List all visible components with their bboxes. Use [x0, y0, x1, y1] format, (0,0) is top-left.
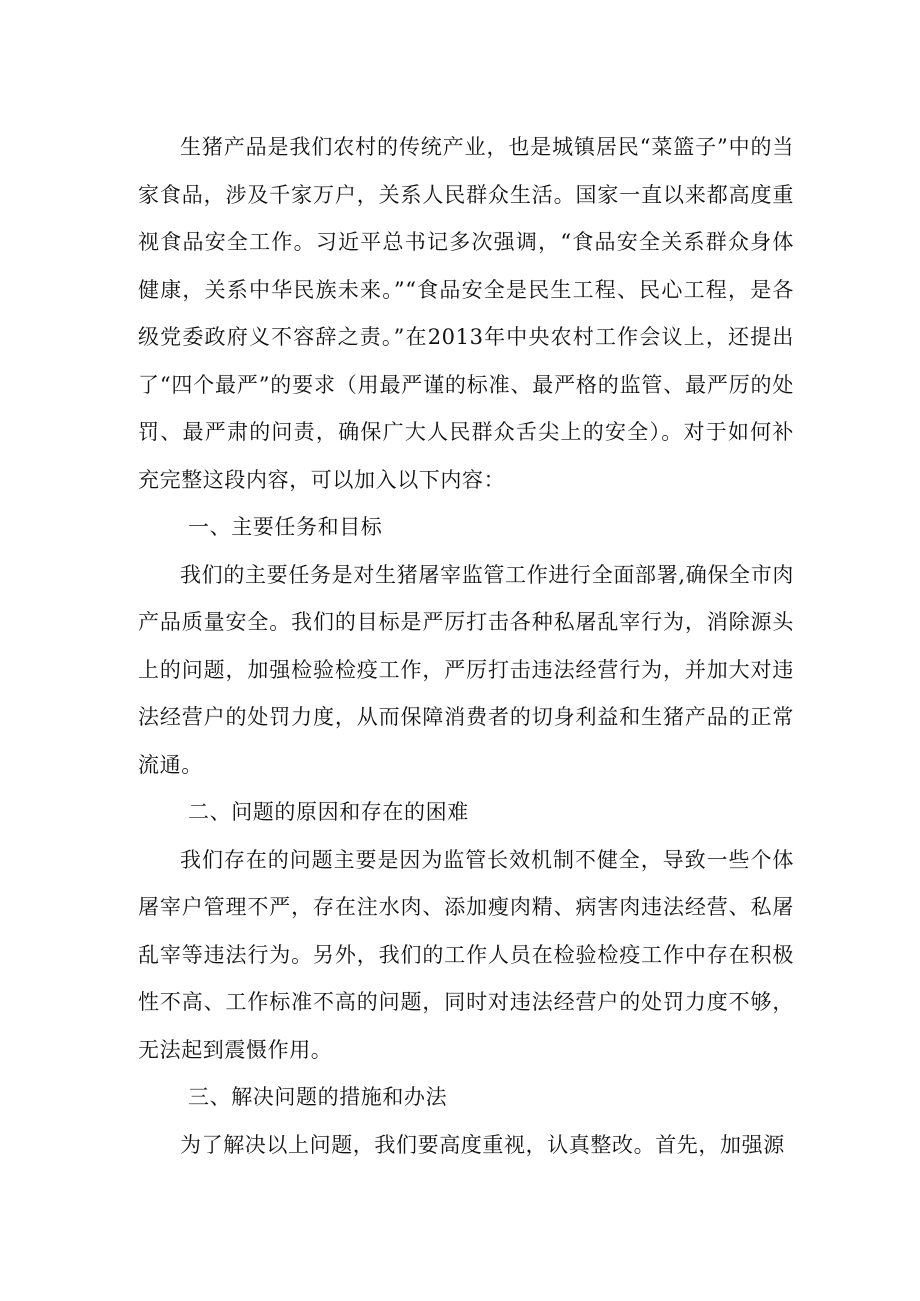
section-3-heading: 三、解决问题的措施和办法: [188, 1085, 448, 1109]
section-1-heading: 一、主要任务和目标: [188, 515, 383, 539]
section-2-heading: 二、问题的原因和存在的困难: [188, 800, 469, 824]
section-3-paragraph: 为了解决以上问题，我们要高度重视，认真整改。首先，加强源: [180, 1132, 785, 1157]
document-page: [138, 124, 794, 1169]
section-1-paragraph: 我们的主要任务是对生猪屠宰监管工作进行全面部署,确保全市肉产品质量安全。我们的目标是严厉打击各种私屠乱宰行为，消除源头上的问题，加强检验检疫工作，严厉打击违法经营行为，并加大对违法经营户的处罚力度，从而保障消费者的切身利益和生猪产品的正常流通。: [138, 562, 794, 777]
section-2-paragraph: 我们存在的问题主要是因为监管长效机制不健全，导致一些个体屠宰户管理不严，存在注水肉、添加瘦肉精、病害肉违法经营、私屠乱宰等违法行为。另外，我们的工作人员在检验检疫工作中存在积极性不高、工作标准不高的问题，同时对违法经营户的处罚力度不够，无法起到震慑作用。: [138, 847, 794, 1062]
intro-paragraph: 生猪产品是我们农村的传统产业，也是城镇居民“菜篮子”中的当家食品，涉及千家万户，关系人民群众生活。国家一直以来都高度重视食品安全工作。习近平总书记多次强调，“食品安全关系群众身体健康，关系中华民族未来。”“食品安全是民生工程、民心工程，是各级党委政府义不容辞之责。”在2013年中央农村工作会议上，还提出了“四个最严”的要求（用最严谨的标准、最严格的监管、最严厉的处罚、最严肃的问责，确保广大人民群众舌尖上的安全）。对于如何补充完整这段内容，可以加入以下内容：: [138, 135, 794, 492]
